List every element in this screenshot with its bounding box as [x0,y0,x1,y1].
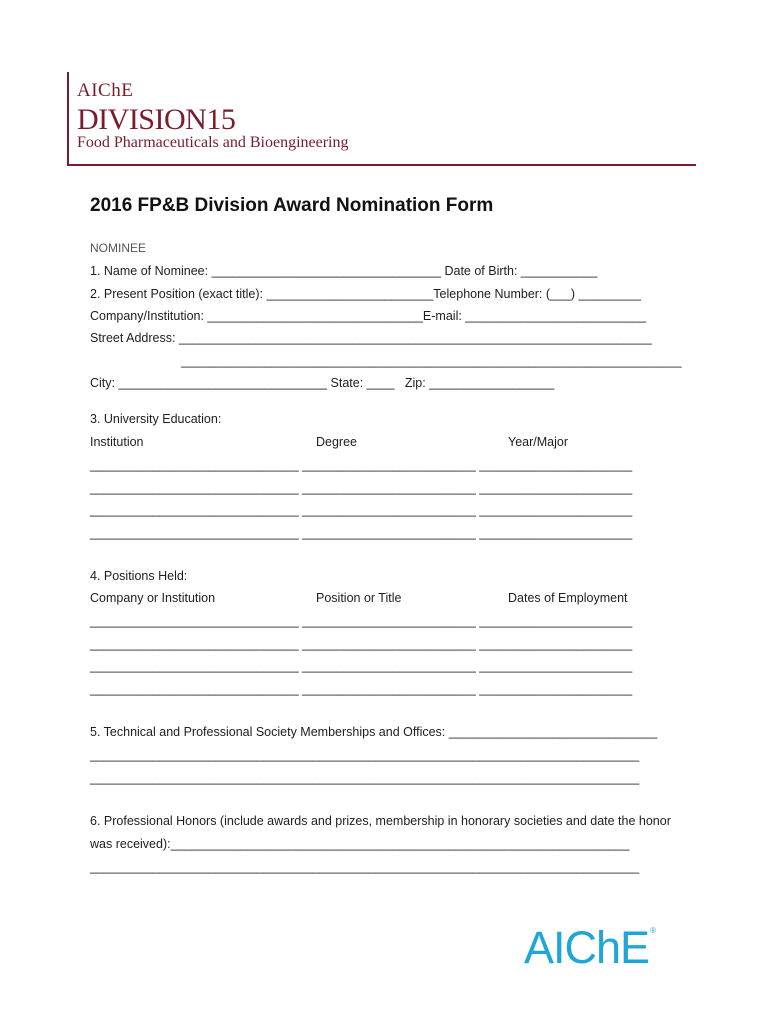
company-field[interactable]: Company/Institution: _______________________________E-mail: __________________________ [90,309,647,323]
education-col-institution: Institution [90,435,144,449]
positions-col-company: Company or Institution [90,591,216,605]
positions-col-dates: Dates of Employment [508,591,628,605]
header-division [77,103,235,137]
education-row[interactable]: ______________________________ _________________________ ______________________ [90,458,633,472]
header-subtitle: Food Pharmaceuticals and Bioengineering [77,134,349,151]
street-address-field-2[interactable]: ________________________________________________________________________ [181,354,682,368]
positions-row[interactable]: ______________________________ _________________________ ______________________ [90,659,633,673]
positions-row[interactable]: ______________________________ _________________________ ______________________ [90,614,633,628]
section-nominee: NOMINEE [90,241,147,255]
honors-row[interactable]: _______________________________________________________________________________ [90,860,640,874]
header-division-number: 15 [206,103,236,136]
positions-col-title: Position or Title [316,591,402,605]
education-row[interactable]: ______________________________ _________________________ ______________________ [90,481,633,495]
education-row[interactable]: ______________________________ _________________________ ______________________ [90,503,633,517]
memberships-row[interactable]: _______________________________________________________________________________ [90,771,640,785]
memberships-field[interactable]: 5. Technical and Professional Society Memberships and Offices: ______________________________ [90,725,658,739]
education-col-degree: Degree [316,435,357,449]
memberships-row[interactable]: _______________________________________________________________________________ [90,748,640,762]
registered-mark: ® [650,926,655,935]
header-org: AIChE [77,80,134,101]
education-heading: 3. University Education: [90,412,222,426]
education-col-year: Year/Major [508,435,568,449]
aiche-logo-text: AIChE [524,922,650,973]
street-address-field[interactable]: Street Address: ____________________________________________________________________ [90,331,652,345]
city-state-zip-field[interactable]: City: ______________________________ State: ____ Zip: __________________ [90,376,555,390]
education-row[interactable]: ______________________________ _________________________ ______________________ [90,526,633,540]
nominee-name-field[interactable]: 1. Name of Nominee: _________________________________ Date of Birth: ___________ [90,264,598,278]
positions-heading: 4. Positions Held: [90,569,188,583]
header-division-word: DIVISION [77,103,207,136]
form-title: 2016 FP&B Division Award Nomination Form [90,195,494,216]
positions-row[interactable]: ______________________________ _________________________ ______________________ [90,637,633,651]
present-position-field[interactable]: 2. Present Position (exact title): ________________________Telephone Number: (___) _________ [90,287,642,301]
division-header [67,72,696,166]
aiche-logo [524,922,654,974]
honors-field[interactable]: was received):__________________________________________________________________ [90,837,630,851]
honors-label: 6. Professional Honors (include awards and prizes, membership in honorary societies and date the honor [90,814,671,828]
positions-row[interactable]: ______________________________ _________________________ ______________________ [90,682,633,696]
